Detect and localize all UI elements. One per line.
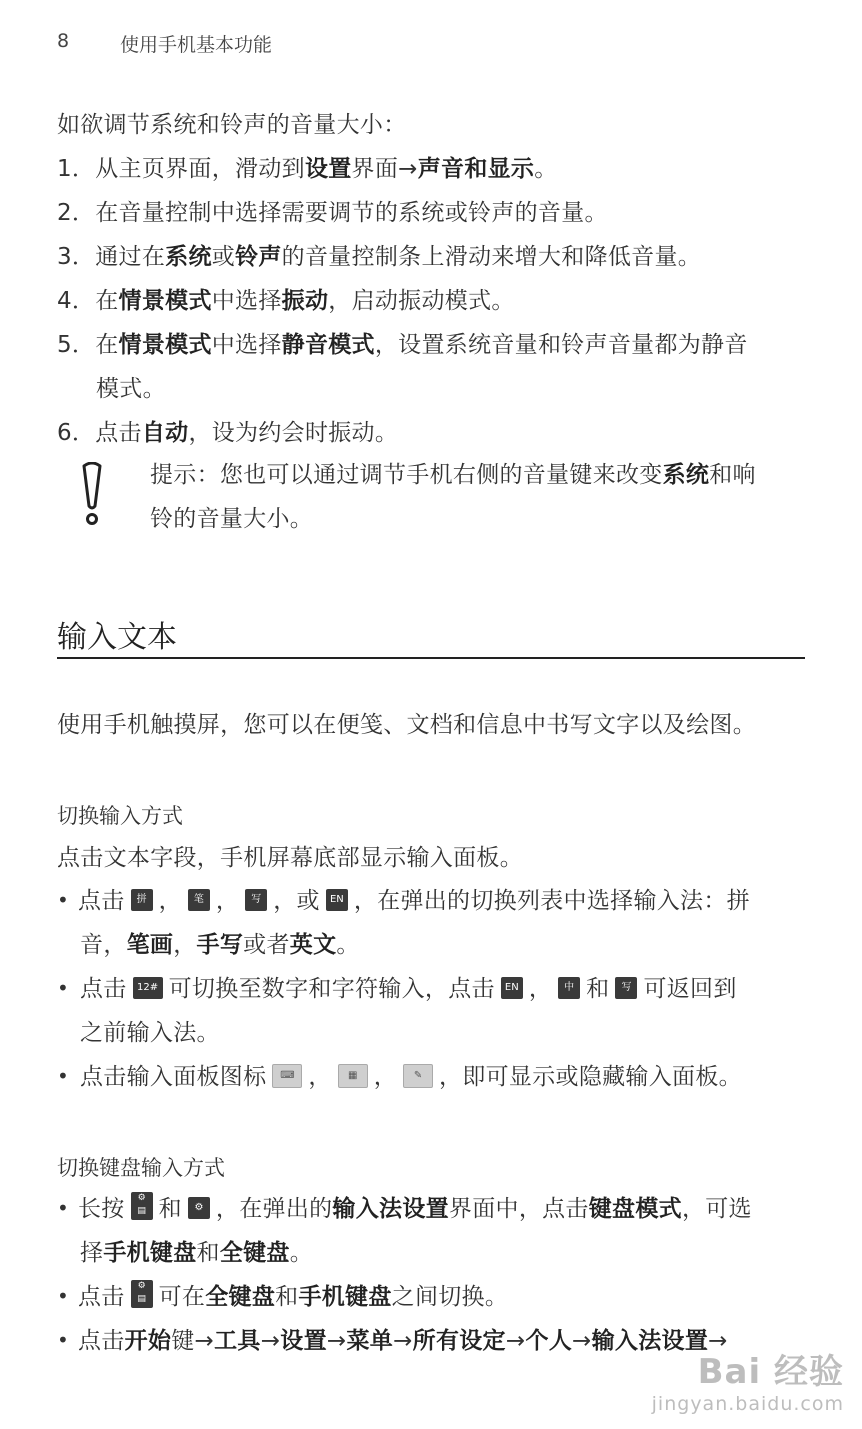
section-divider — [57, 657, 805, 659]
settings-keyboard-icon: ⚙ ▤ — [131, 1280, 153, 1308]
switch-input-bullet-2: 点击 12# 可切换至数字和字符输入，点击 EN ， 中 和 写 可返回到 — [80, 976, 737, 1002]
keyboard-panel-icon: ⌨ — [272, 1064, 302, 1088]
switch-keyboard-heading: 切换键盘输入方式 — [57, 1156, 225, 1180]
switch-input-bullet-1-cont: 音，笔画，手写或者英文。 — [80, 932, 360, 958]
step-5-continued: 模式。 — [96, 376, 166, 402]
edit-panel-icon: ✎ — [403, 1064, 433, 1088]
bullet-dot: • — [57, 1196, 69, 1220]
section-intro: 使用手机触摸屏，您可以在便笺、文档和信息中书写文字以及绘图。 — [57, 712, 756, 738]
step-1: 1．从主页界面，滑动到设置界面→声音和显示。 — [57, 156, 558, 182]
switch-keyboard-bullet-3: 点击开始键→工具→设置→菜单→所有设定→个人→输入法设置→ — [78, 1328, 728, 1354]
switch-keyboard-bullet-2: 点击 ⚙ ▤ 可在全键盘和手机键盘之间切换。 — [78, 1280, 509, 1310]
switch-input-line: 点击文本字段，手机屏幕底部显示输入面板。 — [57, 845, 523, 871]
tip-line-2: 铃的音量大小。 — [150, 506, 314, 532]
page-number: 8 — [57, 30, 70, 52]
english-key-icon: EN — [501, 977, 523, 999]
bullet-dot: • — [57, 1328, 69, 1352]
chinese-key-icon: 中 — [558, 977, 580, 999]
bullet-dot: • — [57, 888, 69, 912]
bullet-dot: • — [57, 1284, 69, 1308]
tip-exclamation-icon — [76, 462, 108, 528]
step-4: 4．在情景模式中选择振动，启动振动模式。 — [57, 288, 515, 314]
baidu-watermark — [652, 1344, 844, 1415]
volume-intro: 如欲调节系统和铃声的音量大小： — [57, 112, 407, 138]
settings-keyboard-icon: ⚙ ▤ — [131, 1192, 153, 1220]
handwrite-key-icon: 写 — [245, 889, 267, 911]
switch-input-bullet-2-cont: 之前输入法。 — [80, 1020, 220, 1046]
switch-input-bullet-3: 点击输入面板图标 ⌨ ， ▦ ， ✎ ，即可显示或隐藏输入面板。 — [80, 1064, 742, 1090]
handwrite-key-icon: 写 — [615, 977, 637, 999]
chapter-title: 使用手机基本功能 — [120, 34, 273, 56]
switch-keyboard-bullet-1-cont: 择手机键盘和全键盘。 — [80, 1240, 314, 1266]
bullet-dot: • — [57, 1064, 69, 1088]
settings-icon: ⚙ — [188, 1197, 210, 1219]
tip-line-1: 提示：您也可以通过调节手机右侧的音量键来改变系统和响 — [150, 462, 756, 488]
step-5: 5．在情景模式中选择静音模式，设置系统音量和铃声音量都为静音 — [57, 332, 748, 358]
stroke-key-icon: 笔 — [188, 889, 210, 911]
step-3: 3．通过在系统或铃声的音量控制条上滑动来增大和降低音量。 — [57, 244, 702, 270]
grid-panel-icon: ▦ — [338, 1064, 368, 1088]
section-title: 输入文本 — [57, 620, 177, 655]
step-2: 2．在音量控制中选择需要调节的系统或铃声的音量。 — [57, 200, 608, 226]
switch-keyboard-bullet-1: 长按 ⚙ ▤ 和 ⚙ ，在弹出的输入法设置界面中，点击键盘模式，可选 — [78, 1192, 752, 1222]
watermark-url: jingyan.baidu.com — [651, 1393, 844, 1415]
numeric-key-icon: 12# — [133, 977, 163, 999]
english-key-icon: EN — [326, 889, 348, 911]
step-6: 6．点击自动，设为约会时振动。 — [57, 420, 399, 446]
watermark-brand: Bai 经验 — [697, 1352, 844, 1392]
switch-input-bullet-1: 点击 拼 ， 笔 ， 写 ，或 EN ，在弹出的切换列表中选择输入法：拼 — [78, 888, 750, 914]
switch-input-heading: 切换输入方式 — [57, 804, 183, 828]
pinyin-key-icon: 拼 — [131, 889, 153, 911]
bullet-dot: • — [57, 976, 69, 1000]
